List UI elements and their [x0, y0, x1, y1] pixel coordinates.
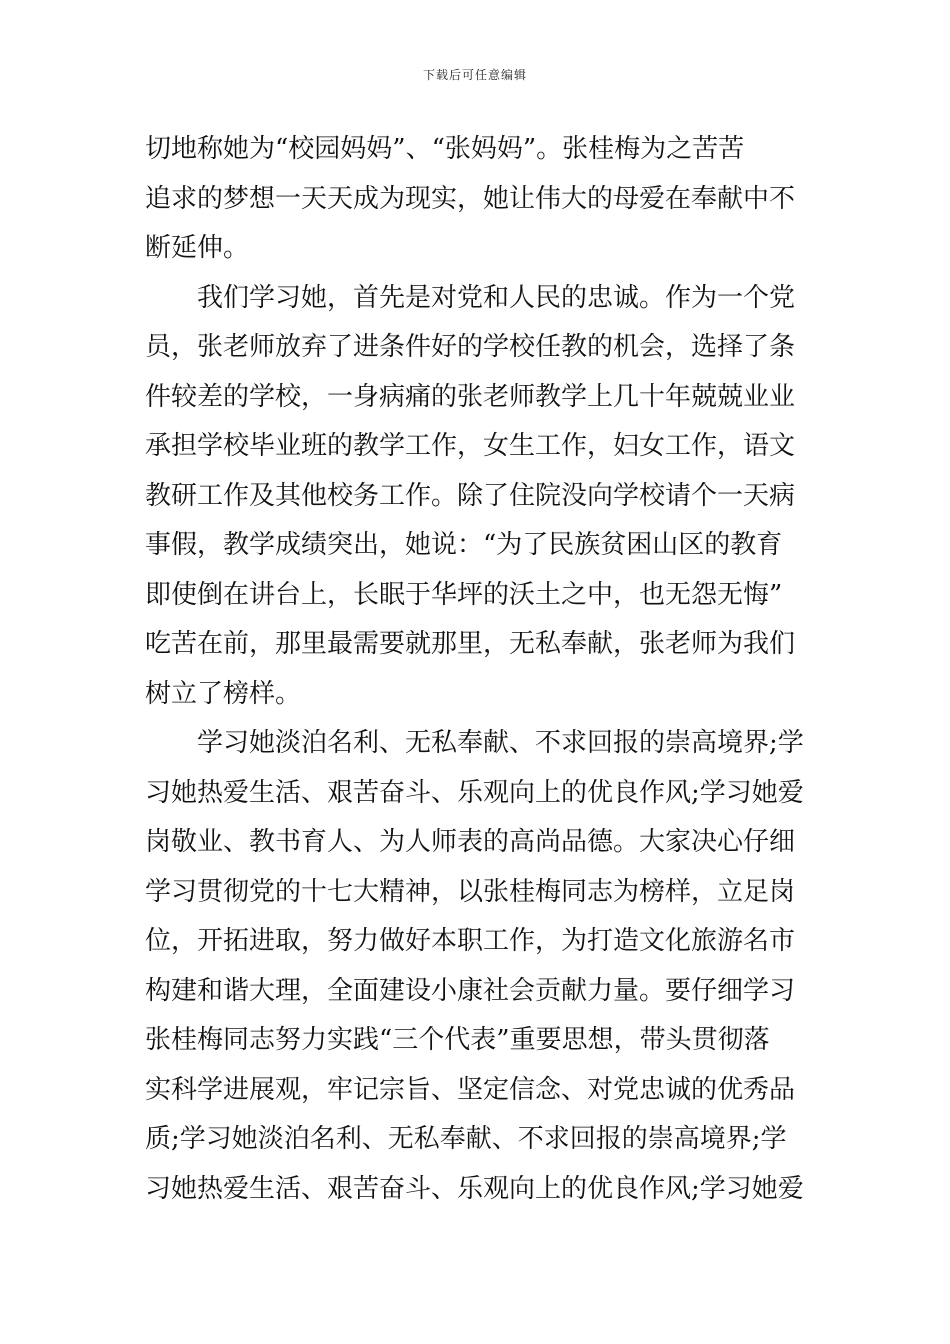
text-line: 我们学习她，首先是对党和人民的忠诚。作为一个党	[197, 282, 796, 313]
text-line: 即使倒在讲台上，长眠于华坪的沃土之中，也无怨无悔”	[145, 579, 783, 610]
text-line: 追求的梦想一天天成为现实，她让伟大的母爱在奉献中不	[145, 183, 796, 214]
text-line: 员，张老师放弃了进条件好的学校任教的机会，选择了条	[145, 332, 796, 362]
text-line: 构建和谐大理，全面建设小康社会贡献力量。要仔细学习	[145, 975, 796, 1006]
header-note: 下载后可任意编辑	[422, 68, 527, 82]
text-line: 位，开拓进取，努力做好本职工作，为打造文化旅游名市	[145, 926, 796, 956]
text-line: 学习贯彻党的十七大精神，以张桂梅同志为榜样，立足岗	[145, 876, 796, 907]
text-line: 习她热爱生活、艰苦奋斗、乐观向上的优良作风;学习她爱	[145, 1173, 804, 1204]
body-text	[145, 125, 810, 1214]
text-line: 承担学校毕业班的教学工作，女生工作，妇女工作，语文	[145, 431, 796, 461]
text-line: 质;学习她淡泊名利、无私奉献、不求回报的崇高境界;学	[145, 1124, 787, 1154]
text-line: 张桂梅同志努力实践“三个代表”重要思想，带头贯彻落	[145, 1025, 770, 1055]
text-line: 学习她淡泊名利、无私奉献、不求回报的崇高境界;学	[197, 728, 804, 758]
text-line: 事假，教学成绩突出，她说：“为了民族贫困山区的教育	[145, 530, 783, 560]
text-line: 树立了榜样。	[145, 678, 302, 709]
text-line: 吃苦在前，那里最需要就那里，无私奉献，张老师为我们	[145, 629, 796, 659]
text-line: 断延伸。	[145, 233, 250, 263]
text-line: 岗敬业、教书育人、为人师表的高尚品德。大家决心仔细	[145, 827, 796, 857]
text-line: 切地称她为“校园妈妈”、“张妈妈”。张桂梅为之苦苦	[145, 134, 745, 164]
text-line: 教研工作及其他校务工作。除了住院没向学校请个一天病	[145, 480, 796, 511]
text-line: 习她热爱生活、艰苦奋斗、乐观向上的优良作风;学习她爱	[145, 777, 804, 808]
text-line: 件较差的学校，一身病痛的张老师教学上几十年兢兢业业	[145, 381, 796, 412]
text-line: 实科学进展观，牢记宗旨、坚定信念、对党忠诚的优秀品	[145, 1074, 796, 1105]
